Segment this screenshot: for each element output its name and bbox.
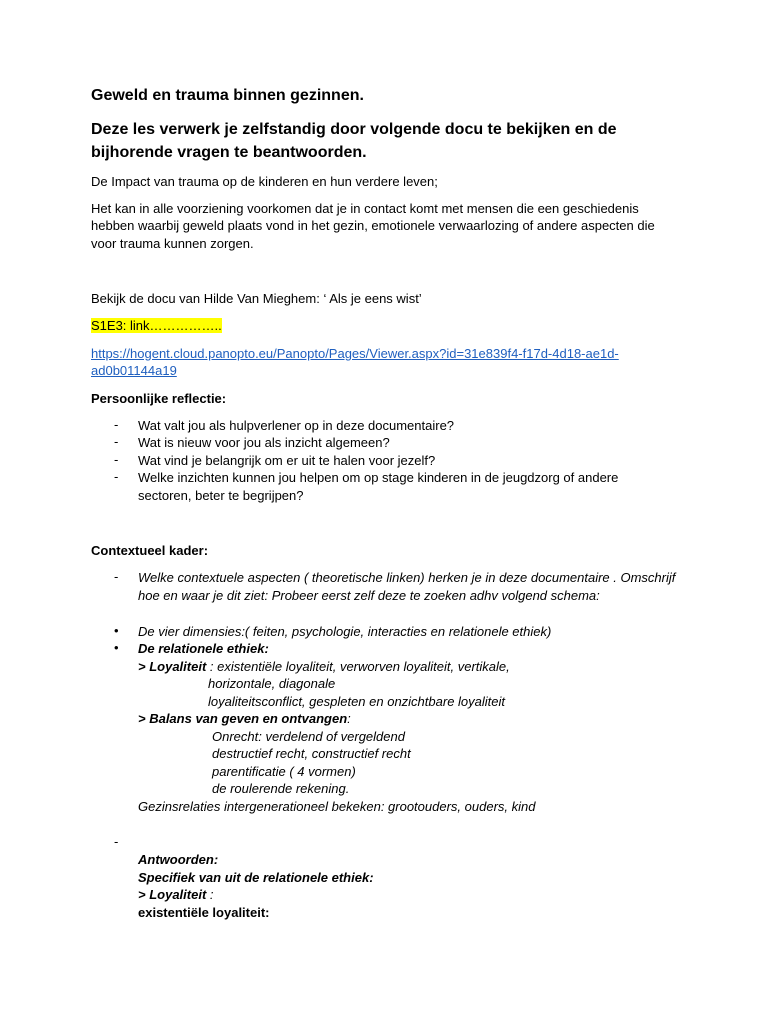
document-title: Geweld en trauma binnen gezinnen. [91,87,364,104]
loyalty-label: > Loyaliteit [138,659,207,674]
answer-loyalty-colon: : [206,887,214,902]
docu-url-line-2[interactable]: ad0b01144a19 [91,363,177,378]
context-question-line-2: hoe en waar je dit ziet: Probeer eerst zelf deze te zoeken adhv volgend schema: [138,588,600,603]
balance-line-1: Onrecht: verdelend of vergeldend [212,729,405,744]
reflection-item: Wat valt jou als hulpverlener op in deze documentaire? [138,418,455,433]
balance-line-4: de roulerende rekening. [212,781,350,796]
reflection-heading: Persoonlijke reflectie: [91,391,227,406]
answer-loyalty-line [138,886,214,904]
paragraph-line-1: Het kan in alle voorziening voorkomen dat je in contact komt met mensen die een geschiedenis [91,201,639,216]
answer-loyalty-label: > Loyaliteit [138,887,207,902]
highlighted-link-label [91,317,222,335]
docu-line: Bekijk de docu van Hilde Van Mieghem: ‘ Als je eens wist’ [91,291,422,306]
subtitle-line-2: bijhorende vragen te beantwoorden. [91,144,367,161]
context-heading: Contextueel kader: [91,543,209,558]
list-dash: - [114,434,119,449]
loyalty-line-2: horizontale, diagonale [208,676,336,691]
bullet-icon: • [114,623,119,638]
list-dash: - [114,569,119,584]
loyalty-line-1 [138,658,510,676]
family-relations-line: Gezinsrelaties intergenerationeel bekeken: grootouders, ouders, kind [138,799,536,814]
context-question-line-1: Welke contextuele aspecten ( theoretische linken) herken je in deze documentaire . Omschrijf [138,570,676,585]
intro-text: De Impact van trauma op de kinderen en hun verdere leven; [91,174,438,189]
bullet-relational-ethics: De relationele ethiek: [138,641,269,656]
balance-colon: : [347,711,351,726]
loyalty-text: : existentiële loyaliteit, verworven loyaliteit, vertikale, [206,659,510,674]
balance-label: > Balans van geven en ontvangen [138,711,348,726]
reflection-item-continued: sectoren, beter te begrijpen? [138,488,304,503]
paragraph-line-3: voor trauma kunnen zorgen. [91,236,254,251]
bullet-icon: • [114,640,119,655]
bullet-four-dimensions: De vier dimensies:( feiten, psychologie, interacties en relationele ethiek) [138,624,552,639]
highlight-text: S1E3: link…………….. [91,318,222,333]
reflection-item: Welke inzichten kunnen jou helpen om op stage kinderen in de jeugdzorg of andere [138,470,619,485]
loyalty-line-3: loyaliteitsconflict, gespleten en onzichtbare loyaliteit [208,694,506,709]
docu-url-line-1[interactable]: https://hogent.cloud.panopto.eu/Panopto/Pages/Viewer.aspx?id=31e839f4-f17d-4d18-ae1d- [91,346,619,361]
answers-heading: Antwoorden: [138,852,219,867]
list-dash: - [114,417,119,432]
answer-existential-loyalty: existentiële loyaliteit: [138,905,270,920]
balance-line-3: parentificatie ( 4 vormen) [212,764,356,779]
balance-line-2: destructief recht, constructief recht [212,746,411,761]
subtitle-line-1: Deze les verwerk je zelfstandig door volgende docu te bekijken en de [91,121,617,138]
balance-heading [138,710,351,728]
list-dash: - [114,452,119,467]
reflection-item: Wat vind je belangrijk om er uit te halen voor jezelf? [138,453,436,468]
list-dash: - [114,834,119,849]
reflection-item: Wat is nieuw voor jou als inzicht algemeen? [138,435,390,450]
specific-heading: Specifiek van uit de relationele ethiek: [138,870,374,885]
paragraph-line-2: hebben waarbij geweld plaats vond in het gezin, emotionele verwaarlozing of andere aspecten die [91,218,655,233]
list-dash: - [114,469,119,484]
